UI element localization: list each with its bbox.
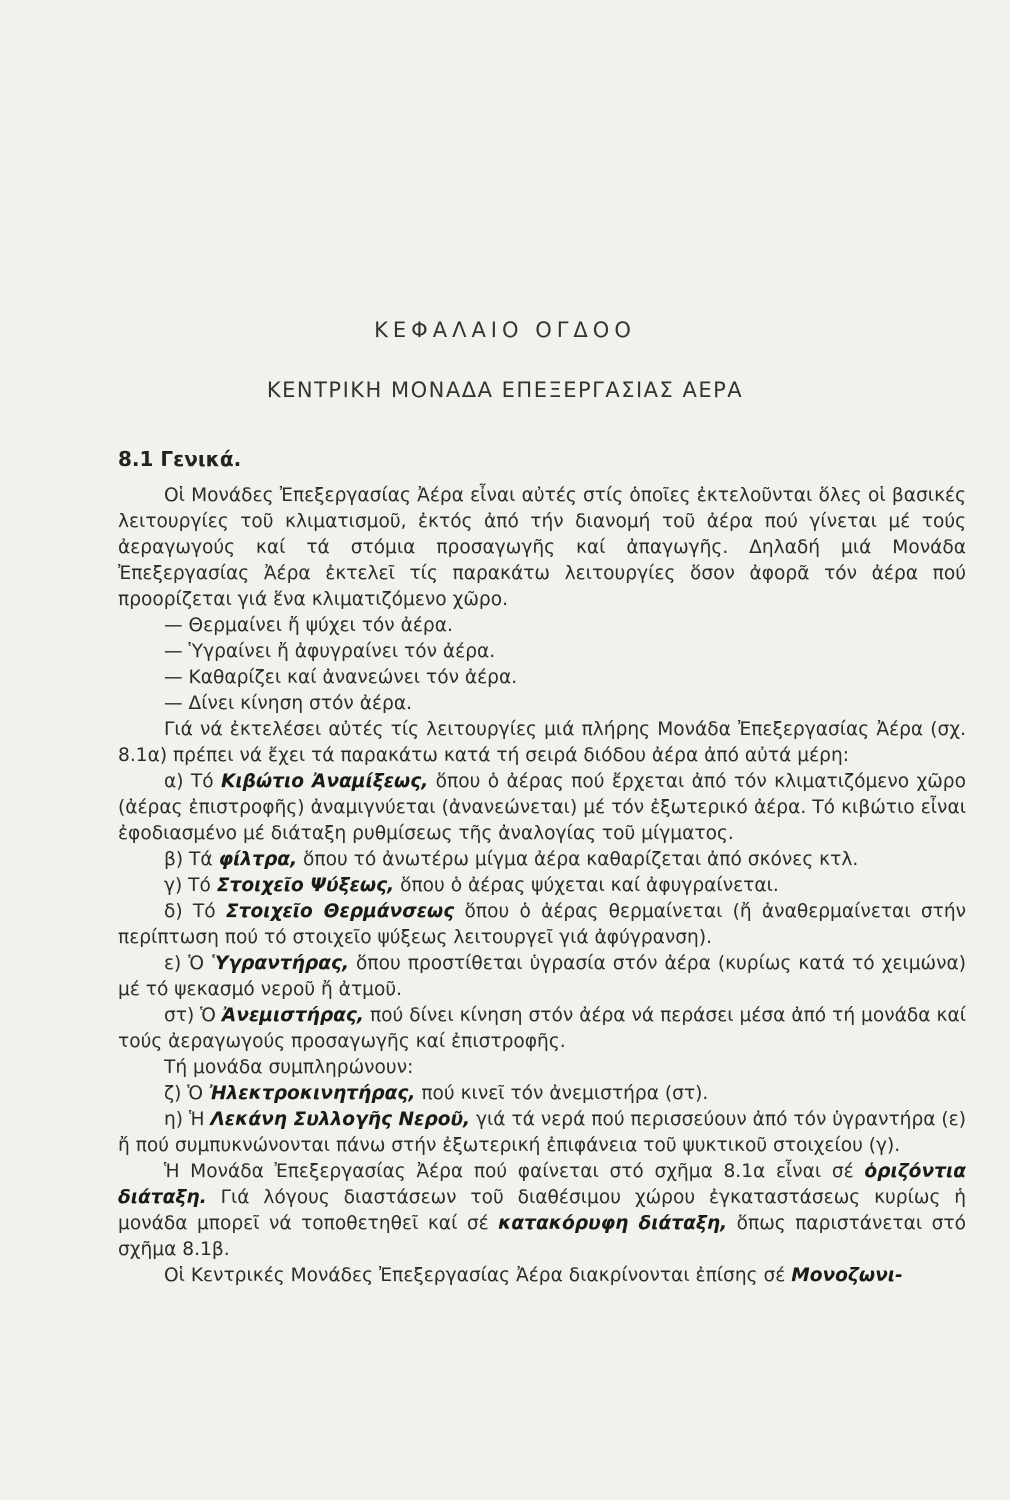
part-item: δ) Τό Στοιχεῖο Θερμάνσεως ὅπου ὁ ἀέρας θερμαίνεται (ἤ ἀναθερμαίνεται στήν περίπτωση πού τό στοιχεῖο ψύξεως λειτουργεῖ γιά ἀφύγρανση).: [118, 901, 967, 948]
part-item: στ) Ὁ Ἀνεμιστήρας, πού δίνει κίνηση στόν ἀέρα νά περάσει μέσα ἀπό τή μονάδα καί τούς ἀεραγωγούς προσαγωγῆς καί ἐπιστροφῆς.: [118, 1005, 966, 1052]
part-term: Ἀνεμιστήρας,: [221, 1005, 364, 1026]
part-item: α) Τό Κιβώτιο Ἀναμίξεως, ὅπου ὁ ἀέρας πού ἔρχεται ἀπό τόν κλιματιζόμενο χῶρο (ἀέρας ἐπιστροφῆς) ἀναμιγνύεται (ἀνανεώνεται) μέ τόν ἐξωτερικό ἀέρα. Τό κιβώτιο εἶναι ἐφοδιασμένο μέ διάταξη ρυθμίσεως τῆς ἀναλογίας τοῦ μίγματος.: [118, 771, 966, 844]
body-text: [118, 483, 966, 1289]
function-item: — Θερμαίνει ἤ ψύχει τόν ἀέρα.: [164, 615, 453, 636]
parts-intro-paragraph: Γιά νά ἐκτελέσει αὐτές τίς λειτουργίες μιά πλήρης Μονάδα Ἐπεξεργασίας Ἀέρα (σχ. 8.1α) πρέπει νά ἔχει τά παρακάτω κατά τή σειρά διόδου ἀέρα ἀπό αὐτά μέρη:: [118, 719, 966, 766]
function-item: — Καθαρίζει καί ἀνανεώνει τόν ἀέρα.: [164, 667, 518, 688]
part-term: Στοιχεῖο Ψύξεως,: [216, 875, 395, 896]
intro-paragraph: Οἱ Μονάδες Ἐπεξεργασίας Ἀέρα εἶναι αὐτές στίς ὁποῖες ἐκτελοῦνται ὅλες οἱ βασικές λειτουργίες τοῦ κλιματισμοῦ, ἐκτός ἀπό τήν διανομή τοῦ ἀέρα πού γίνεται μέ τούς ἀεραγωγούς καί τά στόμια προσαγωγῆς καί ἀπαγωγῆς. Δηλαδή μιά Μονάδα Ἐπεξεργασίας Ἀέρα ἐκτελεῖ τίς παρακάτω λειτουργίες ὅσον ἀφορᾶ τόν ἀέρα πού προορίζεται γιά ἕνα κλιματιζόμενο χῶρο.: [118, 485, 966, 610]
part-term: Στοιχεῖο Θερμάνσεως: [225, 901, 455, 922]
function-item: — Ὑγραίνει ἤ ἀφυγραίνει τόν ἀέρα.: [164, 641, 496, 662]
arrangement-paragraph: Ἡ Μονάδα Ἐπεξεργασίας Ἀέρα πού φαίνεται στό σχῆμα 8.1α εἶναι σέ ὁριζόντια διάταξη. Γιά λόγους διαστάσεων τοῦ διαθέσιμου χώρου ἐγκαταστάσεως κυρίως ἡ μονάδα μπορεῖ νά τοποθετηθεῖ καί σέ κατακόρυφη διάταξη, ὅπως παριστάνεται στό σχῆμα 8.1β.: [118, 1161, 966, 1260]
arrangement-term-vertical: κατακόρυφη διάταξη,: [498, 1213, 728, 1234]
section-heading: 8.1 Γενικά.: [118, 447, 242, 471]
function-item: — Δίνει κίνηση στόν ἀέρα.: [164, 693, 412, 714]
part-item: γ) Τό Στοιχεῖο Ψύξεως, ὅπου ὁ ἀέρας ψύχεται καί ἀφυγραίνεται.: [164, 875, 779, 896]
part-term: Ὑγραντήρας,: [211, 953, 350, 974]
completion-term: Λεκάνη Συλλογῆς Νεροῦ,: [210, 1109, 471, 1130]
chapter-label: ΚΕΦΑΛΑΙΟ ΟΓΔΟΟ: [374, 318, 636, 342]
part-term: φίλτρα,: [218, 849, 298, 870]
arrangement-term-horizontal: ὁριζόντια διάταξη.: [118, 1161, 966, 1208]
completion-term: Ἠλεκτροκινητήρας,: [208, 1083, 416, 1104]
part-term: Κιβώτιο Ἀναμίξεως,: [221, 771, 429, 792]
completion-item: ζ) Ὁ Ἠλεκτροκινητήρας, πού κινεῖ τόν ἀνεμιστήρα (στ).: [164, 1083, 709, 1104]
completion-item: η) Ἡ Λεκάνη Συλλογῆς Νεροῦ, γιά τά νερά πού περισσεύουν ἀπό τόν ὑγραντήρα (ε) ἤ πού συμπυκνώνονται πάνω στήν ἐξωτερική ἐπιφάνεια τοῦ ψυκτικοῦ στοιχείου (γ).: [118, 1109, 966, 1156]
closing-term: Μονοζωνι-: [791, 1265, 903, 1286]
closing-paragraph: Οἱ Κεντρικές Μονάδες Ἐπεξεργασίας Ἀέρα διακρίνονται ἐπίσης σέ Μονοζωνι-: [164, 1265, 903, 1286]
chapter-title: ΚΕΝΤΡΙΚΗ ΜΟΝΑΔΑ ΕΠΕΞΕΡΓΑΣΙΑΣ ΑΕΡΑ: [266, 378, 744, 402]
part-item: β) Τά φίλτρα, ὅπου τό ἀνωτέρω μίγμα ἀέρα καθαρίζεται ἀπό σκόνες κτλ.: [164, 849, 859, 870]
completion-intro: Τή μονάδα συμπληρώνουν:: [164, 1057, 414, 1078]
part-item: ε) Ὁ Ὑγραντήρας, ὅπου προστίθεται ὑγρασία στόν ἀέρα (κυρίως κατά τό χειμώνα) μέ τό ψεκασμό νεροῦ ἤ ἀτμοῦ.: [118, 953, 966, 1000]
